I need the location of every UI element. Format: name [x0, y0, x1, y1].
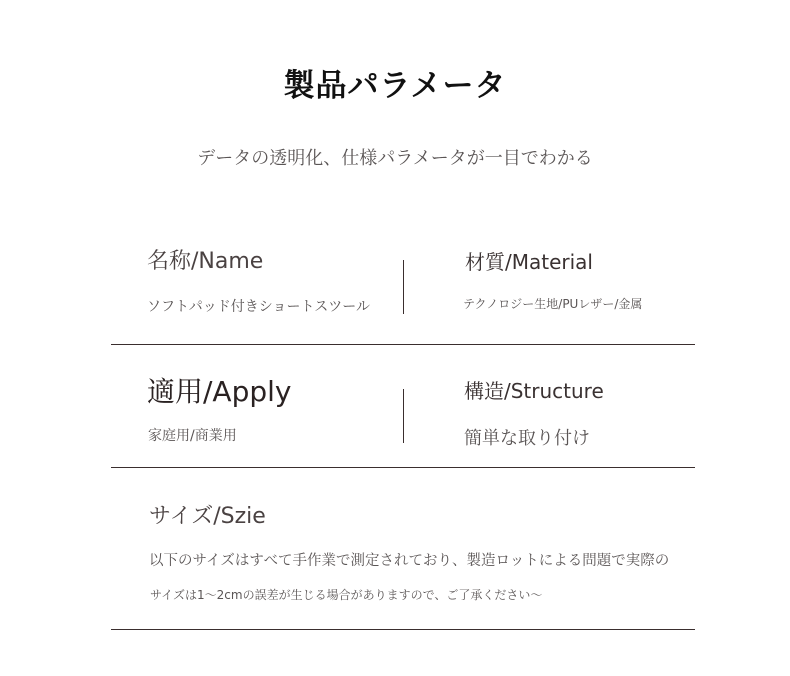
name-value: ソフトパッド付きショートスツール [147, 299, 371, 315]
size-label: サイズ/Szie [149, 504, 266, 529]
structure-label: 構造/Structure [464, 379, 604, 403]
name-label: 名称/Name [147, 249, 264, 274]
row3-bottom-rule [111, 629, 695, 630]
page-title: 製品パラメータ [283, 68, 507, 104]
material-value: テクノロジー生地/PUレザー/金属 [463, 297, 643, 311]
apply-value: 家庭用/商業用 [148, 428, 237, 444]
row2-bottom-rule [111, 467, 695, 468]
size-note-line2: サイズは1～2cmの誤差が生じる場合がありますので、ご了承ください～ [150, 588, 543, 602]
structure-value: 簡単な取り付け [464, 428, 590, 449]
material-label: 材質/Material [465, 250, 593, 274]
size-note-line1: 以下のサイズはすべて手作業で測定されており、製造ロットによる問題で実際の [149, 553, 670, 569]
row1-divider [403, 260, 404, 314]
page-subtitle: データの透明化、仕様パラメータが一目でわかる [197, 148, 593, 169]
row2-divider [403, 389, 404, 443]
apply-label: 適用/Apply [147, 375, 292, 408]
row1-bottom-rule [111, 344, 695, 345]
